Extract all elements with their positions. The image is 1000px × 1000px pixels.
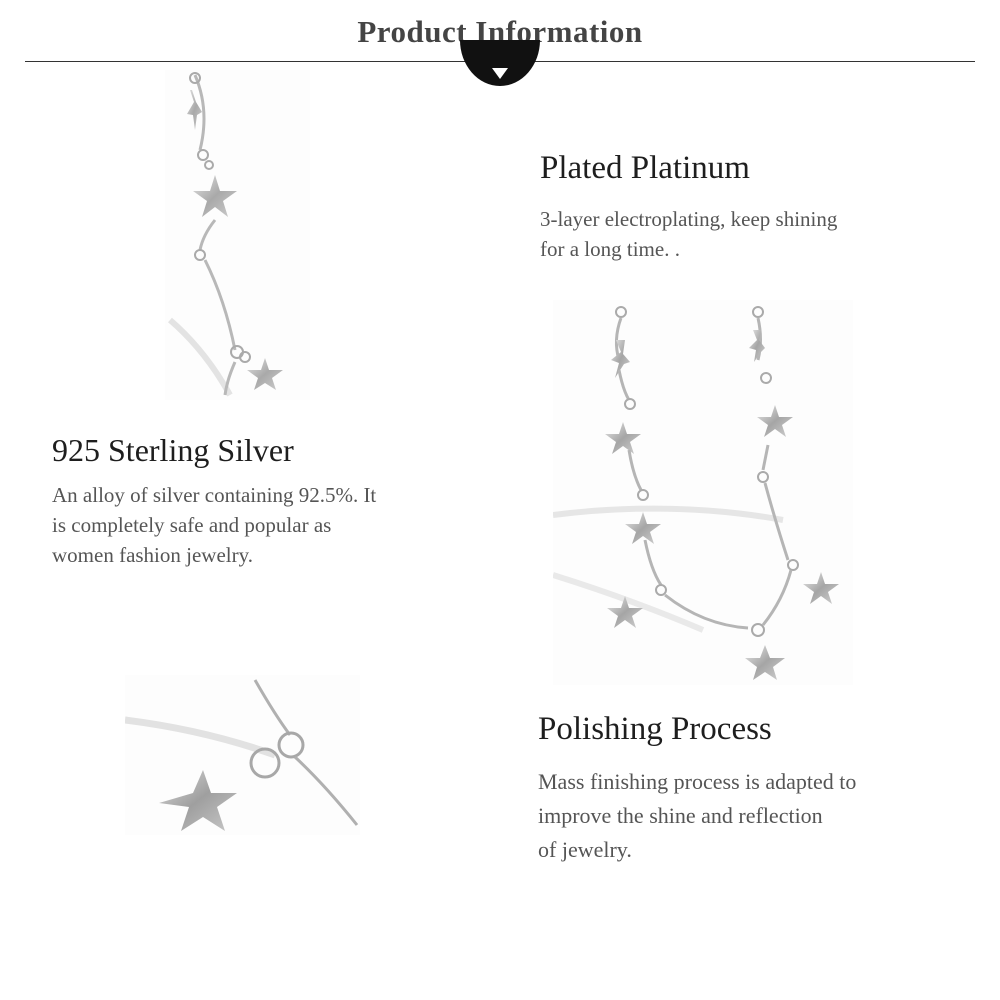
product-photo-star-charm (125, 675, 360, 835)
feature-desc-plated-platinum (540, 204, 960, 264)
feature-desc-line: for a long time. . (540, 237, 680, 261)
feature-desc-line: women fashion jewelry. (52, 543, 253, 567)
feature-title-sterling-silver: 925 Sterling Silver (52, 432, 294, 468)
feature-title-polishing-process: Polishing Process (538, 711, 772, 747)
feature-desc-line: An alloy of silver containing 92.5%. It (52, 483, 377, 507)
feature-title-plated-platinum: Plated Platinum (540, 150, 750, 186)
feature-desc-polishing-process (538, 765, 968, 867)
feature-desc-line: of jewelry. (538, 837, 632, 862)
feature-desc-sterling-silver (52, 480, 452, 570)
feature-desc-line: is completely safe and popular as (52, 513, 332, 537)
product-photo-chain-detail (165, 70, 310, 400)
product-photo-necklace (553, 300, 853, 685)
section-title: Product Information (357, 14, 643, 49)
chevron-down-icon (459, 40, 541, 86)
feature-desc-line: 3-layer electroplating, keep shining (540, 207, 838, 231)
feature-desc-line: improve the shine and reflection (538, 803, 823, 828)
feature-desc-line: Mass finishing process is adapted to (538, 769, 857, 794)
